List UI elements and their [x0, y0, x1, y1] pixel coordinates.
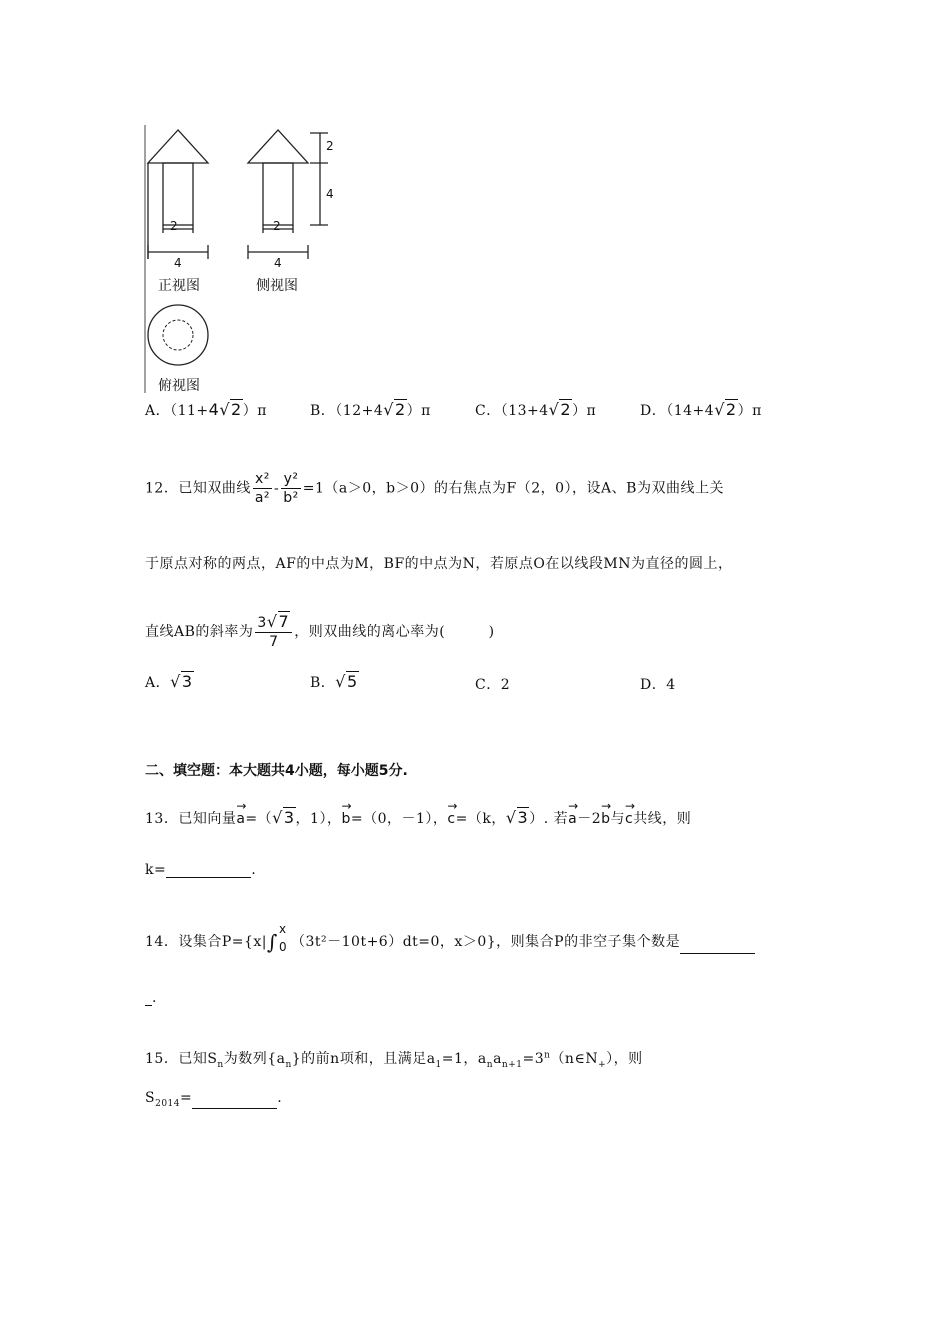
integral-lower: 0 — [278, 940, 288, 954]
section-title: 二、填空题：本大题共4小题，每小题5分. — [145, 763, 408, 779]
option-b-text: B．（12+4 — [310, 403, 384, 419]
q15-t4: =1，a — [441, 1051, 487, 1067]
vector-a: → a — [236, 805, 245, 827]
q14-line2 — [145, 990, 157, 1006]
q15-t7: （n∈N — [550, 1051, 599, 1067]
three-view-drawing — [140, 125, 350, 395]
side-view-label: 侧视图 — [256, 278, 298, 294]
q14-pre: 14．设集合P={x| — [145, 934, 267, 950]
q14-blank-tail — [145, 991, 152, 1006]
q13-end: . — [251, 862, 257, 878]
frac-y-num: y² — [283, 471, 299, 487]
q13-c-close: ）. 若 — [529, 811, 569, 827]
q15-pow: n — [544, 1050, 551, 1061]
q12-prefix: 12．已知双曲线 — [145, 480, 251, 497]
q13-line1: 13．已知向量→ a=（√3，1），→ b=（0，－1），→ c=（k，√3）. 若→ a－2→ b与→ c共线，则 — [145, 805, 691, 828]
q15-t2: 为数列{a — [223, 1051, 286, 1067]
q12-option-d: D．4 — [640, 677, 676, 693]
front-view — [148, 130, 208, 259]
q15-t5: a — [493, 1051, 502, 1067]
q12-option-b: B．√5 — [310, 672, 358, 691]
q13-answer-blank[interactable] — [166, 863, 251, 878]
option-d-rad: 2 — [725, 400, 737, 419]
q11-option-b — [310, 400, 431, 420]
side-dim-height-4: 4 — [326, 187, 334, 201]
vector-c: → c — [447, 805, 455, 827]
option-d-text: D．（14+4 — [640, 403, 715, 419]
q12-a-label: A． — [145, 675, 171, 691]
q15-an-sub: n — [285, 1059, 292, 1070]
option-a-rad: 2 — [231, 400, 242, 419]
q11-option-c — [475, 400, 596, 420]
option-c-sqrt: √2 — [548, 400, 572, 419]
frac-x-den: a² — [254, 490, 271, 506]
q13-a-open: =（ — [245, 811, 273, 827]
q12-frac-y — [281, 470, 301, 507]
q13-a-rad: 3 — [283, 808, 295, 827]
q12-line1-rest: =1（a＞0，b＞0）的右焦点为F（2，0），设A、B为双曲线上关 — [302, 480, 724, 497]
q15-t3: }的前n项和，且满足a — [291, 1051, 436, 1067]
q13-c-rad: 3 — [517, 808, 529, 827]
option-b-sqrt: √2 — [383, 400, 406, 419]
integral-upper: x — [278, 922, 287, 936]
option-b-tail: ）π — [406, 403, 431, 419]
front-dim-2: 2 — [170, 219, 178, 233]
q11-option-a — [145, 400, 267, 420]
q14-end: . — [152, 990, 157, 1006]
q11-option-d — [640, 400, 762, 420]
slope-den: 7 — [255, 632, 292, 651]
q15-s-sub: n — [217, 1059, 224, 1070]
vector-b: → b — [341, 805, 350, 827]
vector-a-2: → a — [568, 805, 577, 827]
q12-b-rad: 5 — [347, 672, 358, 691]
option-c-tail: ）π — [572, 403, 597, 419]
slope-num: 3√7 — [257, 612, 290, 631]
q13-minus2: －2 — [577, 811, 602, 827]
q13-k-label: k= — [145, 862, 167, 878]
q12-option-c: C．2 — [475, 677, 511, 693]
q15-eq: = — [180, 1090, 193, 1106]
q13-tail: 共线，则 — [633, 811, 692, 827]
front-dim-4: 4 — [174, 256, 182, 270]
slope-num-coef: 3 — [257, 615, 267, 631]
q14-answer-blank[interactable] — [680, 939, 755, 954]
q12-line3-rest: ，则双曲线的离心率为( ) — [294, 624, 495, 640]
side-dim-height-2: 2 — [326, 139, 334, 153]
q15-end: . — [277, 1090, 283, 1106]
frac-y-den: b² — [283, 490, 299, 506]
side-view — [248, 130, 328, 259]
option-d-sqrt: √2 — [714, 400, 737, 419]
q15-s-label: S — [145, 1090, 156, 1106]
q14-mid: （3t²－10t+6）dt=0，x＞0}，则集合P的非空子集个数是 — [290, 934, 681, 950]
q12-option-a: A．√3 — [145, 672, 193, 691]
top-view — [148, 305, 208, 365]
q15-line1 — [145, 1048, 643, 1070]
vector-c-2: → c — [625, 805, 633, 827]
option-c-rad: 2 — [560, 400, 572, 419]
frac-x-num: x² — [254, 471, 270, 487]
option-c-text: C．（13+4 — [475, 403, 549, 419]
side-dim-2: 2 — [273, 219, 281, 233]
q13-b-val: =（0，－1）， — [350, 811, 448, 827]
q13-line2 — [145, 862, 256, 878]
q13-with: 与 — [610, 811, 626, 827]
option-a-sqrt: 4√2 — [208, 400, 242, 419]
option-d-tail: ）π — [737, 403, 762, 419]
q15-answer-blank[interactable] — [192, 1094, 277, 1109]
q13-c-open: =（k， — [455, 811, 506, 827]
top-view-label: 俯视图 — [158, 378, 200, 394]
slope-num-rad: 7 — [278, 612, 290, 631]
integral-symbol: ∫ — [266, 930, 278, 954]
q15-nplus: + — [598, 1059, 607, 1070]
q15-an2-sub: n — [486, 1059, 494, 1070]
q15-a1-sub: 1 — [435, 1059, 442, 1070]
option-a-text: A．（11+ — [145, 403, 209, 419]
q12-b-label: B． — [310, 675, 336, 691]
q14-line1 — [145, 922, 755, 954]
option-a-tail: ）π — [242, 403, 267, 419]
q12-line2: 于原点对称的两点，AF的中点为M，BF的中点为N，若原点O在以线段MN为直径的圆上， — [145, 556, 733, 572]
q15-t6: =3 — [522, 1051, 545, 1067]
three-view-figure — [140, 125, 350, 395]
option-b-rad: 2 — [394, 400, 406, 419]
q12-frac-x — [253, 470, 272, 507]
vector-b-2: → b — [601, 805, 610, 827]
front-view-label: 正视图 — [158, 278, 200, 294]
q12-minus: - — [274, 480, 280, 497]
q13-a-close: ，1）， — [295, 811, 342, 827]
option-a-coef: 4 — [208, 400, 220, 419]
integral-sign — [266, 922, 291, 954]
side-dim-4: 4 — [274, 256, 282, 270]
q15-s-index: 2014 — [155, 1098, 180, 1109]
q12-line3 — [145, 613, 495, 651]
q15-pre: 15．已知S — [145, 1051, 218, 1067]
q15-line2 — [145, 1090, 282, 1109]
q12-slope-frac — [255, 613, 292, 651]
q12-a-rad: 3 — [181, 672, 193, 691]
q15-t8: ），则 — [606, 1051, 643, 1067]
q12-line1 — [145, 470, 724, 507]
q12-line3-prefix: 直线AB的斜率为 — [145, 624, 254, 640]
q13-prefix: 13．已知向量 — [145, 811, 237, 827]
q15-an1-sub: n+1 — [501, 1059, 523, 1070]
